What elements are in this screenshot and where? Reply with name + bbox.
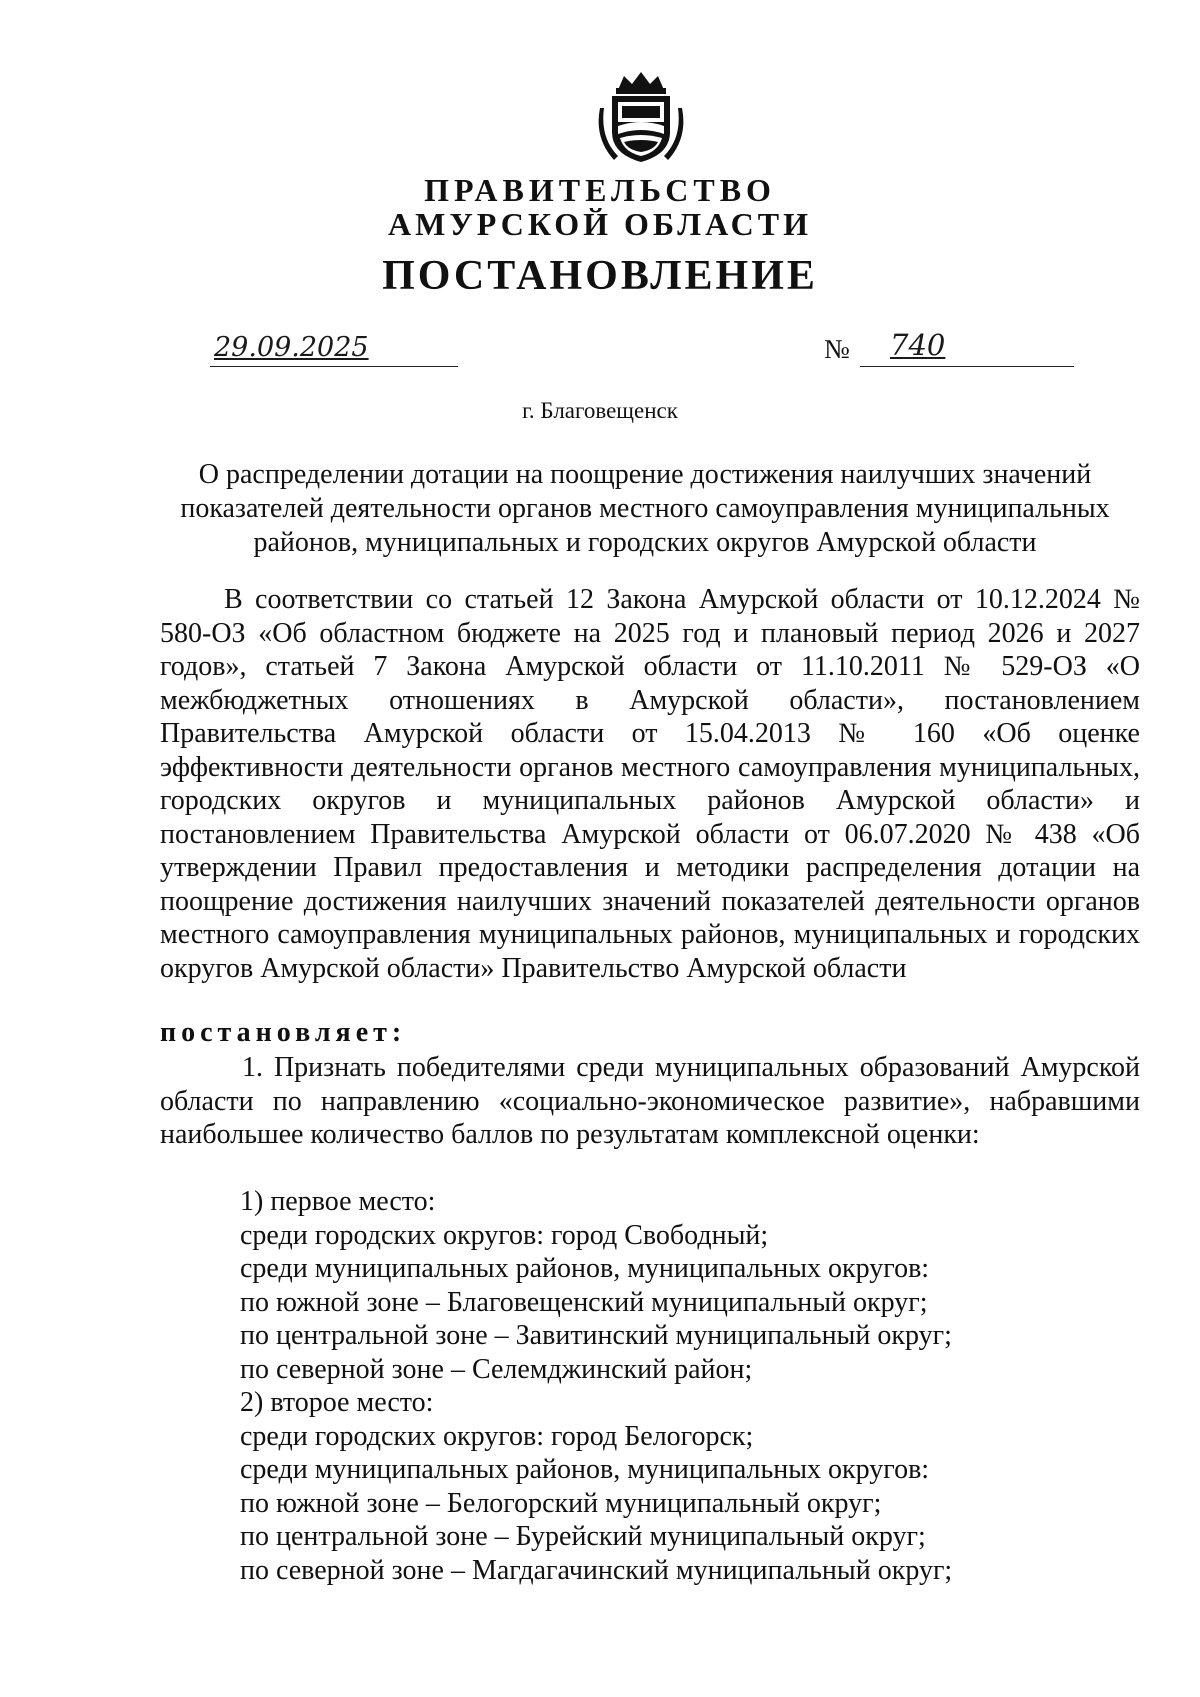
number-label: № xyxy=(824,334,850,364)
document-subject: О распределении дотации на поощрение достижения наилучших значений показателей деятельности органов местного самоуправления муниципальных районов, муниципальных и городских округов Амурской области xyxy=(180,459,1110,558)
list-item: по северной зоне – Селемджинский район; xyxy=(240,1353,753,1385)
list-item: по южной зоне – Благовещенский муниципальный округ; xyxy=(240,1286,928,1318)
list-item: среди муниципальных районов, муниципальных округов: xyxy=(240,1253,930,1284)
city-line: г. Благовещенск xyxy=(522,398,678,423)
handwritten-date: 29.09.2025 xyxy=(214,332,369,363)
list-item: 1) первое место: xyxy=(240,1186,436,1217)
handwritten-number: 740 xyxy=(890,328,946,362)
winners-list xyxy=(240,1185,1140,1587)
list-item: по центральной зоне – Бурейский муниципальный округ; xyxy=(240,1521,926,1552)
coat-of-arms-icon xyxy=(598,68,684,164)
resolves-heading: постановляет: xyxy=(160,1017,407,1048)
preamble-paragraph: В соответствии со статьей 12 Закона Амурской области от 10.12.2024 № 580-ОЗ «Об областном бюджете на 2025 год и плановый период 2026 и 2027 годов», статьей 7 Закона Амурской области от 11.10.2011 № 529-ОЗ «О межбюджетных отношениях в Амурской области», постановлением Правительства Амурской области от 15.04.2013 № 160 «Об оценке эффективности деятельности органов местного самоуправления муниципальных, городских округов и муниципальных районов Амурской области» и постановлением Правительства Амурской области от 06.07.2020 № 438 «Об утверждении Правил предоставления и методики распределения дотации на поощрение достижения наилучших значений показателей деятельности органов местного самоуправления муниципальных районов, муниципальных и городских округов Амурской области» Правительство Амурской области xyxy=(160,584,1140,984)
list-item: по южной зоне – Белогорский муниципальный округ; xyxy=(240,1487,882,1519)
date-field xyxy=(210,332,458,367)
number-field xyxy=(860,330,1074,367)
government-title: ПРАВИТЕЛЬСТВО xyxy=(424,172,776,208)
list-item: по центральной зоне – Завитинский муниципальный округ; xyxy=(240,1320,952,1351)
list-item: среди городских округов: город Белогорск; xyxy=(240,1420,754,1452)
document-type-title: ПОСТАНОВЛЕНИЕ xyxy=(382,253,818,299)
clause-1: 1. Признать победителями среди муниципальных образований Амурской области по направлению «социально-экономическое развитие», набравшими наибольшее количество баллов по результатам комплексной оценки: xyxy=(160,1052,1140,1150)
region-title: АМУРСКОЙ ОБЛАСТИ xyxy=(388,206,812,242)
list-item: среди муниципальных районов, муниципальных округов: xyxy=(240,1454,930,1485)
list-item: среди городских округов: город Свободный; xyxy=(240,1219,769,1251)
list-item: 2) второе место: xyxy=(240,1387,434,1418)
list-item: по северной зоне – Магдагачинский муниципальный округ; xyxy=(240,1554,953,1586)
